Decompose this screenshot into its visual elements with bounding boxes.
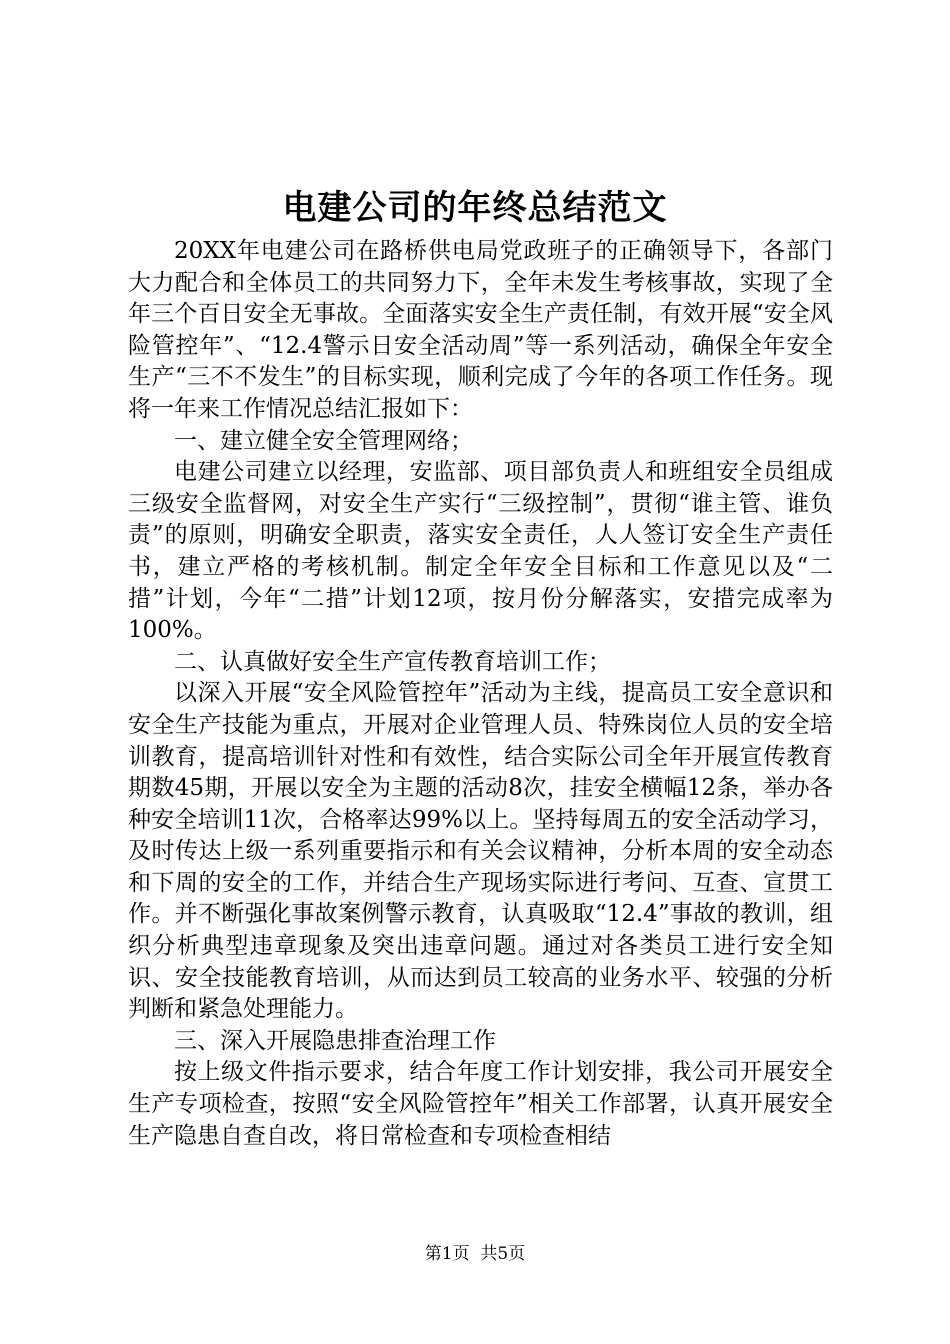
document-body <box>128 236 833 1152</box>
page-number-footer: 第1页 共5页 <box>424 1244 526 1264</box>
section-heading-1: 一、建立健全安全管理网络； <box>174 427 473 454</box>
section-2-paragraph: 以深入开展“安全风险管控年”活动为主线，提高员工安全意识和安全生产技能为重点，开展对企业管理人员、特殊岗位人员的安全培训教育，提高培训针对性和有效性，结合实际公司全年开展宣传教育期数45期，开展以安全为主题的活动8次，挂安全横幅12条，举办各种安全培训11次，合格率达99%以上。坚持每周五的安全活动学习，及时传达上级一系列重要指示和有关会议精神，分析本周的安全动态和下周的安全的工作，并结合生产现场实际进行考问、互查、宣贯工作。并不断强化事故案例警示教育，认真吸取“12.4”事故的教训，组织分析典型违章现象及突出违章问题。通过对各类员工进行安全知识、安全技能教育培训，从而达到员工较高的业务水平、较强的分析判断和紧急处理能力。 <box>128 680 833 1023</box>
section-heading-2: 二、认真做好安全生产宣传教育培训工作； <box>174 648 611 675</box>
section-1-paragraph: 电建公司建立以经理，安监部、项目部负责人和班组安全员组成三级安全监督网，对安全生产实行“三级控制”，贯彻“谁主管、谁负责”的原则，明确安全职责，落实安全责任，人人签订安全生产责任书，建立严格的考核机制。制定全年安全目标和工作意见以及“二措”计划，今年“二措”计划12项，按月份分解落实，安措完成率为100%。 <box>128 459 833 644</box>
section-3-paragraph: 按上级文件指示要求，结合年度工作计划安排，我公司开展安全生产专项检查，按照“安全风险管控年”相关工作部署，认真开展安全生产隐患自查自改，将日常检查和专项检查相结 <box>128 1059 833 1149</box>
section-heading-3: 三、深入开展隐患排查治理工作 <box>174 1027 496 1054</box>
intro-paragraph: 20XX年电建公司在路桥供电局党政班子的正确领导下，各部门大力配合和全体员工的共同努力下，全年未发生考核事故，实现了全年三个百日安全无事故。全面落实安全生产责任制，有效开展“安全风险管控年”、“12.4警示日安全活动周”等一系列活动，确保全年安全生产“三不不发生”的目标实现，顺利完成了今年的各项工作任务。现将一年来工作情况总结汇报如下： <box>128 238 833 422</box>
document-title: 电建公司的年终总结范文 <box>282 188 668 228</box>
